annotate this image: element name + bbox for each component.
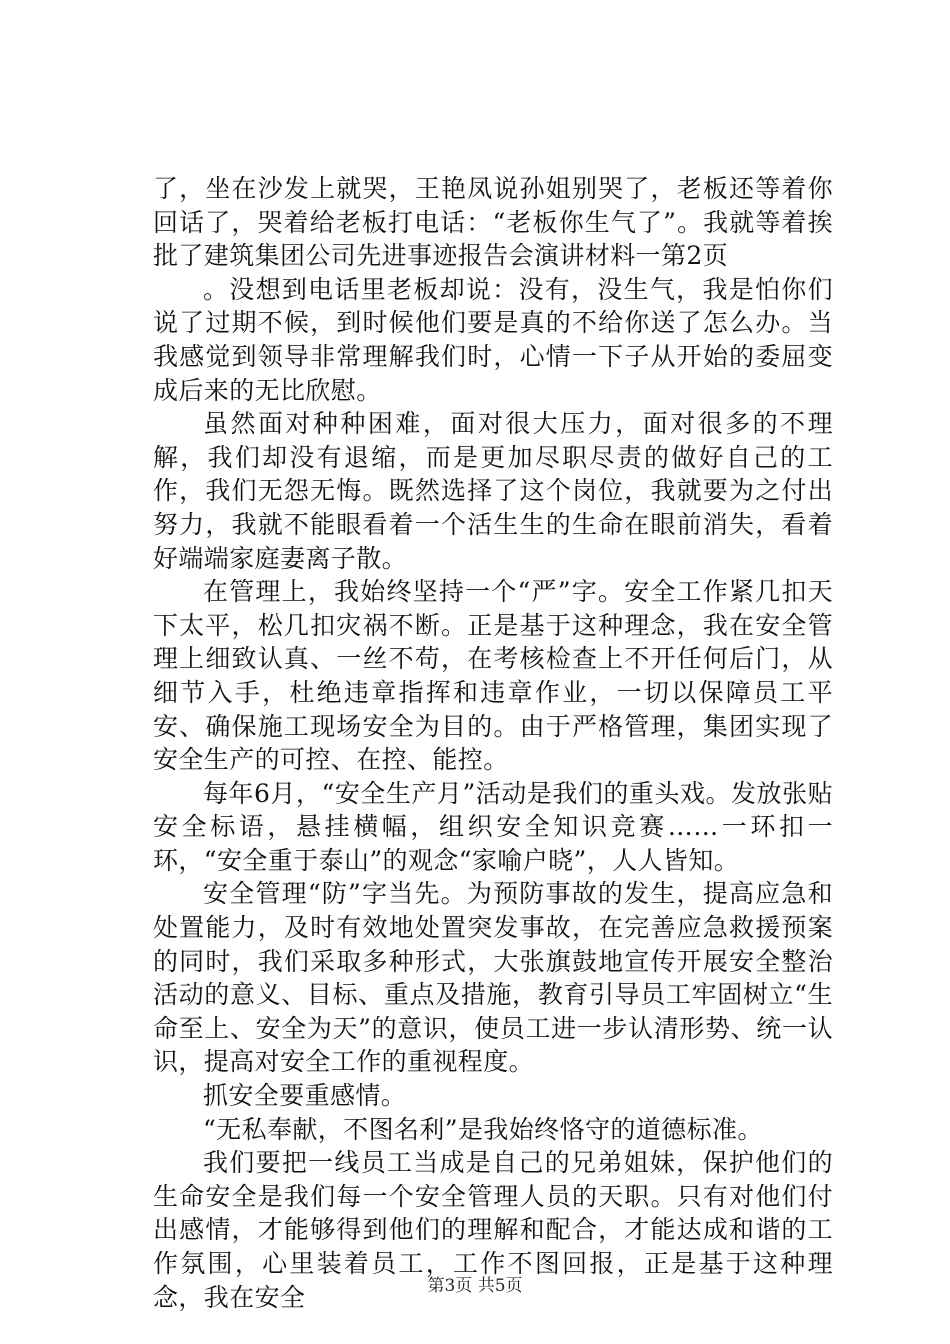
paragraph-4: 在管理上，我始终坚持一个“严”字。安全工作紧几扣天下太平，松几扣灾祸不断。正是基于这种理念，我在安全管理上细致认真、一丝不苟，在考核检查上不开任何后门，从细节入手，杜绝违章指挥和违章作业，一切以保障员工平安、确保施工现场安全为目的。由于严格管理，集团实现了安全生产的可控、在控、能控。	[153, 577, 833, 775]
paragraph-2: 。没想到电话里老板却说：没有，没生气，我是怕你们说了过期不候，到时候他们要是真的不给你送了怎么办。当我感觉到领导非常理解我们时，心情一下子从开始的委屈变成后来的无比欣慰。	[153, 274, 833, 405]
paragraph-3: 虽然面对种种困难，面对很大压力，面对很多的不理解，我们却没有退缩，而是更加尽职尽责的做好自己的工作，我们无怨无悔。既然选择了这个岗位，我就要为之付出努力，我就不能眼看着一个活生生的生命在眼前消失，看着好端端家庭妻离子散。	[153, 409, 833, 573]
paragraph-8: “无私奉献，不图名利”是我始终恪守的道德标准。	[203, 1114, 763, 1144]
paragraph-5: 每年6月，“安全生产月”活动是我们的重头戏。发放张贴安全标语，悬挂横幅，组织安全知识竞赛……一环扣一环，“安全重于泰山”的观念“家喻户晓”，人人皆知。	[153, 778, 833, 875]
paragraph-9: 我们要把一线员工当成是自己的兄弟姐妹，保护他们的生命安全是我们每一个安全管理人员的天职。只有对他们付出感情，才能够得到他们的理解和配合，才能达成和谐的工作氛围，心里装着员工，工作不图回报，正是基于这种理念，我在安全	[153, 1148, 833, 1312]
document-body	[153, 172, 833, 1314]
page-footer: 第3页 共5页	[427, 1276, 523, 1296]
paragraph-6: 安全管理“防”字当先。为预防事故的发生，提高应急和处置能力，及时有效地处置突发事故，在完善应急救援预案的同时，我们采取多种形式，大张旗鼓地宣传开展安全整治活动的意义、目标、重点及措施，教育引导员工牢固树立“生命至上、安全为天”的意识，使员工进一步认清形势、统一认识，提高对安全工作的重视程度。	[153, 879, 833, 1077]
paragraph-7: 抓安全要重感情。	[203, 1081, 407, 1111]
paragraph-1: 了，坐在沙发上就哭，王艳凤说孙姐别哭了，老板还等着你回话了，哭着给老板打电话：“老板你生气了”。我就等着挨批了建筑集团公司先进事迹报告会演讲材料一第2页	[153, 174, 833, 271]
